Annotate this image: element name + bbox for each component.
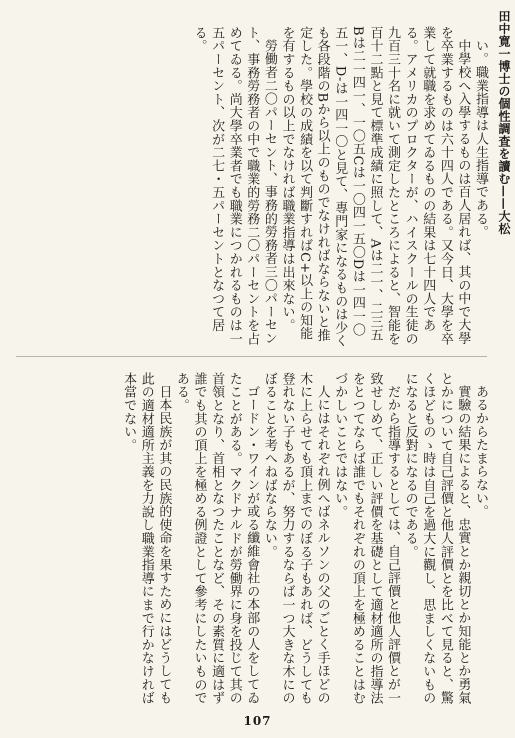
paragraph: 中學校へ入學するものは百人居れば、其の中で大學を卒業するものは六十四人である。又今日、大學を卒業して就職を求めてゐるものの結果は七十四人である。アメリカのプロクターが、ハイスクールの生徒の九百三十名に就いて測定したところによると、智能を百十二點と見て標準成績に照して、Aは二一、二三五Bは二一四一、一〇五Cは一〇四一五〇Dは一四一〇五一、D-は一四一〇と見て、專門家になるものは少くも各段階のBから以上のものでなければならないと推定した。學校の成績を以て判斷すればC+以上の知能を有するもの以上でなければ職業指導は出來ない。: [279, 26, 471, 348]
paragraph: ゴードン・ワインが或る纖維會社の本部の人をしてゐたことがある。マクドナルドが勞働界に身を投じて其の首領となり、首相となつたことなど、その素質に適はず誰でも其の頂上を極める例證として參考にしたいものである。: [173, 372, 260, 705]
paragraph: だから指導するとしては、自己評價と他人評價とが一致せしめて、正しい評價を基礎として適材適所の指導法をとつてならば誰でもそれぞれの頂上を極めることはむづかしいことではない。: [332, 372, 401, 705]
running-header: 田中寛一博士の個性調査を讀む——大松: [497, 10, 511, 235]
paragraph: 日本民族が其の民族的使命を果すためにはどうしても此の適材適所主義を力說し職業指導にまで行かなければ本當でない。: [121, 372, 172, 705]
tier-divider: [16, 356, 487, 357]
paragraph: あるからたまらない。: [473, 385, 488, 518]
paragraph: い。職業指導は人生指導である。: [473, 39, 488, 239]
paragraph: 實驗の結果によると、忠實とか親切とか知能とか勇氣とかについて自己評價と他人評價とを比べて見ると、驚くほどものゝ時は自己を過大に觀し、思ましくないものになると反對になるのである。: [402, 372, 471, 705]
text-tier-bottom: [14, 372, 489, 708]
page-number: 107: [243, 714, 272, 728]
text-tier-top: [14, 26, 489, 348]
paragraph: 勞働者二〇パーセント、事務的勞務者三〇パーセント、事務勞務者の中で職業的勞務二〇パーセントを占めてゐる。尚大學卒業者でも職業につかれるものは一五パーセント、次が二七・五パーセントとなつて居る。: [191, 26, 277, 346]
paragraph: 人にはそれぞれ例へばネルソンの父のごとく手ほどの木に上らせても頂上までのぼる子もあれば、どうしても登れない子もあるが、努力するならば一つ大きな木にのぼることを考へねばならない。: [261, 372, 330, 705]
